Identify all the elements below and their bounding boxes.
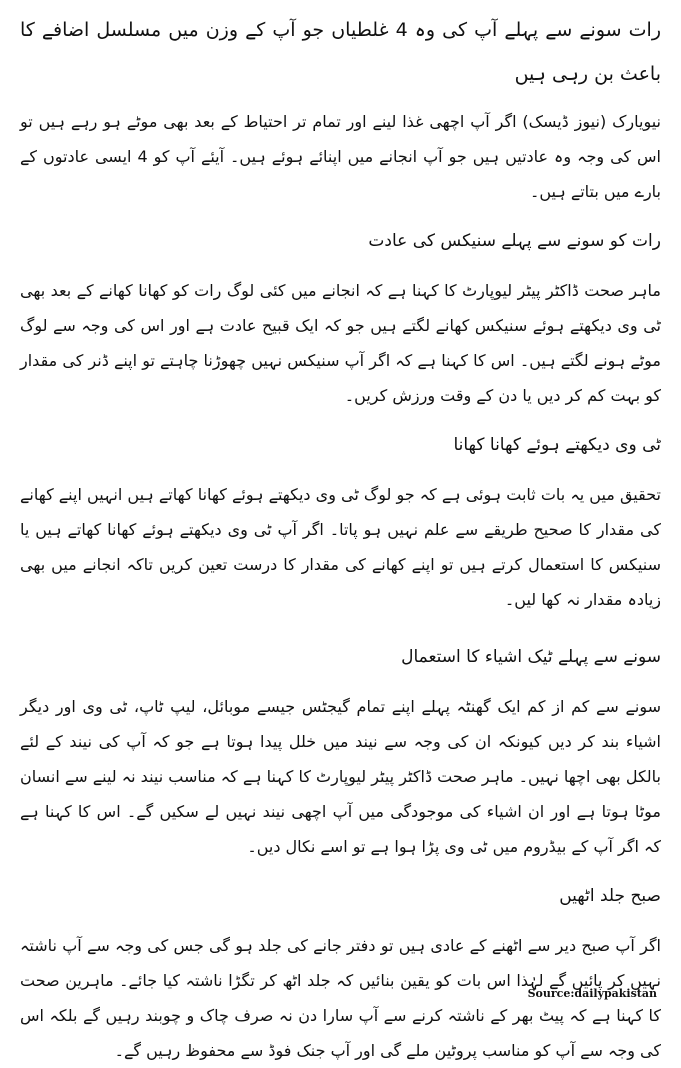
article-intro: نیویارک (نیوز ڈیسک) اگر آپ اچھی غذا لینے اور تمام تر احتیاط کے بعد بھی موٹے ہو رہے ہیں تو اس کی وجہ وہ عادتیں ہیں جو آپ انجانے میں اپنائے ہوئے ہیں۔ آیئے آپ کو 4 ایسی عادتوں کے بارے میں بتاتے ہیں۔ [20,112,661,201]
section-heading-snacks: رات کو سونے سے پہلے سنیکس کی عادت [368,231,661,251]
section-heading-tech-devices: سونے سے پہلے ٹیک اشیاء کا استعمال [401,647,661,667]
section-body-tech-devices: سونے سے کم از کم ایک گھنٹہ پہلے اپنے تمام گیجٹس جیسے موبائل، لیپ ٹاپ، ٹی وی اور دیگر اشیاء بند کر دیں کیونکہ ان کی وجہ سے نیند میں خلل پیدا ہوتا ہے جو کہ آپ کی نیند کے لئے بالکل بھی اچھا نہیں۔ ماہر صحت ڈاکٹر پیٹر لیوپارٹ کا کہنا ہے کہ مناسب نیند نہ لینے سے انسان موٹا ہوتا ہے اور ان اشیاء کی موجودگی میں آپ اچھی نیند نہیں لے سکیں گے۔ اس کا کہنا ہے کہ اگر آپ کے بیڈروم میں ٹی وی پڑا ہوا ہے تو اسے نکال دیں۔ [20,697,661,856]
section-heading-tv-eating: ٹی وی دیکھتے ہوئے کھانا کھانا [453,435,661,455]
source-credit: Source:dailypakistan [527,987,657,1000]
section-body-wake-early: اگر آپ صبح دیر سے اٹھنے کے عادی ہیں تو دفتر جانے کی جلد ہو گی جس کی وجہ سے آپ ناشتہ نہیں کر پائیں گے لہٰذا اس بات کو یقین بنائیں کہ جلد اٹھ کر تگڑا ناشتہ کیا جائے۔ ماہرین صحت کا کہنا ہے کہ پیٹ بھر کے ناشتہ کرنے سے آپ سارا دن نہ صرف چاک و چوبند رہیں گے بلکہ اس کی وجہ سے آپ کو مناسب پروٹین ملے گی اور آپ جنک فوڈ سے محفوظ رہیں گے۔ [20,936,661,1060]
section-body-snacks: ماہر صحت ڈاکٹر پیٹر لیوپارٹ کا کہنا ہے کہ انجانے میں کئی لوگ رات کو کھانا کھانے کے بعد بھی ٹی وی دیکھتے ہوئے سنیکس کھانے لگتے ہیں جو کہ ایک قبیح عادت ہے اور اس کی وجہ سے لوگ موٹے ہونے لگتے ہیں۔ اس کا کہنا ہے کہ اگر آپ سنیکس نہیں چھوڑنا چاہتے تو اپنے ڈنر کی مقدار کو بہت کم کر دیں یا دن کے وقت ورزش کریں۔ [20,281,662,405]
article-title: رات سونے سے پہلے آپ کی وہ 4 غلطیاں جو آپ کے وزن میں مسلسل اضافے کا باعث بن رہی ہیں [20,19,661,85]
section-heading-wake-early: صبح جلد اٹھیں [559,886,661,906]
article [20,8,661,1068]
section-body-tv-eating: تحقیق میں یہ بات ثابت ہوئی ہے کہ جو لوگ ٹی وی دیکھتے ہوئے کھانا کھاتے ہیں انہیں اپنے کھانے کی مقدار کا صحیح طریقے سے علم نہیں ہو پاتا۔ اگر آپ ٹی وی دیکھتے ہوئے کھانا کھاتے ہیں یا سنیکس کا استعمال کرتے ہیں تو اپنے کھانے کی مقدار کا درست تعین کریں تاکہ انجانے میں بھی زیادہ مقدار نہ کھا لیں۔ [20,485,661,609]
